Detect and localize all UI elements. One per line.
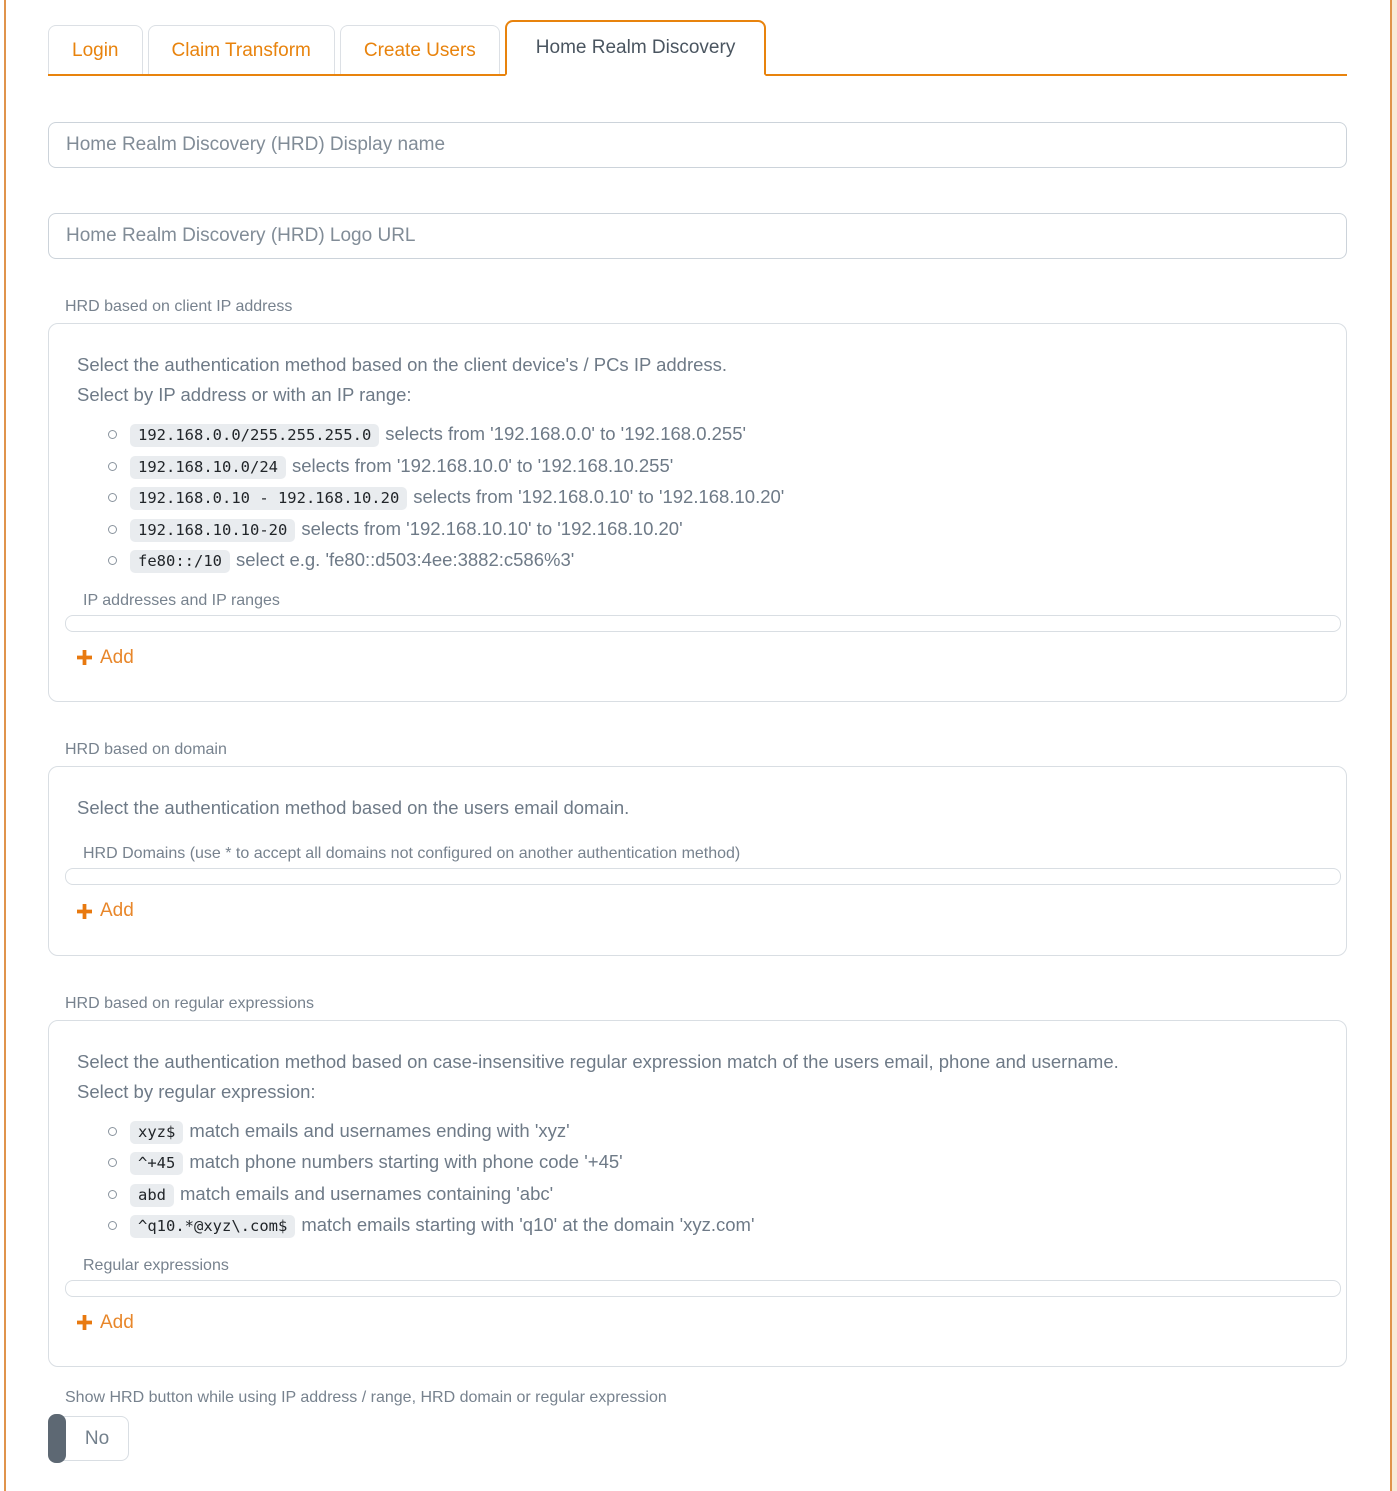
ip-description: Select the authentication method based on the client device's / PCs IP address. (77, 354, 728, 375)
tab-bar (48, 20, 1347, 76)
ip-example-item (77, 419, 1330, 451)
ip-example-item (77, 482, 1330, 514)
ip-example-text: select e.g. 'fe80::d503:4ee:3882:c586%3' (236, 549, 575, 570)
section-label-domain: HRD based on domain (65, 741, 227, 758)
show-hrd-button-toggle[interactable] (48, 1416, 129, 1461)
ip-example-list (77, 419, 1330, 577)
regex-example-list (77, 1116, 1330, 1242)
panel-ip (48, 323, 1347, 702)
ip-example-code: 192.168.0.0/255.255.255.0 (130, 424, 379, 447)
regex-subtitle: Select by regular expression: (77, 1080, 316, 1102)
ip-example-item (77, 545, 1330, 577)
ip-example-item (77, 514, 1330, 546)
ip-input-label: IP addresses and IP ranges (83, 591, 280, 609)
regex-example-text: match emails starting with 'q10' at the domain 'xyz.com' (301, 1214, 755, 1235)
page-right-strip (1392, 0, 1397, 1491)
ip-example-text: selects from '192.168.0.10' to '192.168.10.20' (413, 486, 785, 507)
hrd-domains-input[interactable] (65, 868, 1341, 885)
domain-description: Select the authentication method based on the users email domain. (77, 797, 630, 818)
ip-example-text: selects from '192.168.0.0' to '192.168.0.255' (385, 423, 747, 444)
ip-example-text: selects from '192.168.10.10' to '192.168.10.20' (301, 517, 683, 539)
ip-example-code: 192.168.10.0/24 (130, 456, 286, 479)
regex-example-text: match phone numbers starting with phone code '+45' (189, 1151, 623, 1172)
toggle-value: No (84, 1427, 110, 1449)
ip-example-code: 192.168.10.10-20 (130, 519, 295, 542)
add-domain-label: Add (100, 900, 134, 921)
add-domain-button[interactable] (77, 900, 134, 922)
hrd-logo-url-input[interactable] (48, 213, 1347, 259)
regex-example-code: abd (130, 1184, 174, 1207)
tab-login[interactable]: Login (48, 25, 143, 74)
panel-domain (48, 766, 1347, 956)
tab-home-realm-discovery[interactable]: Home Realm Discovery (505, 20, 767, 76)
regex-example-code: ^+45 (130, 1152, 183, 1175)
regex-example-item (77, 1147, 1330, 1179)
regex-input-label: Regular expressions (83, 1256, 229, 1274)
domain-input-label: HRD Domains (use * to accept all domains not configured on another authentication method) (83, 845, 741, 862)
regex-example-item (77, 1210, 1330, 1242)
regex-example-text: match emails and usernames containing 'abc' (180, 1182, 554, 1204)
hrd-display-name-input[interactable] (48, 122, 1347, 168)
toggle-knob-icon (48, 1414, 66, 1463)
panel-regex (48, 1020, 1347, 1368)
plus-icon (77, 1315, 92, 1330)
regex-example-code: xyz$ (130, 1121, 183, 1144)
regular-expressions-input[interactable] (65, 1280, 1341, 1297)
tab-claim-transform[interactable]: Claim Transform (148, 25, 335, 74)
ip-example-text: selects from '192.168.10.0' to '192.168.10.255' (291, 454, 674, 476)
regex-description: Select the authentication method based on case-insensitive regular expression match of the users email, phone and username. (77, 1050, 1119, 1072)
show-hrd-button-label: Show HRD button while using IP address / range, HRD domain or regular expression (65, 1389, 667, 1406)
regex-example-code: ^q10.*@xyz\.com$ (130, 1215, 295, 1238)
plus-icon (77, 650, 92, 665)
add-ip-button[interactable] (77, 647, 134, 669)
add-regex-label: Add (100, 1311, 134, 1333)
ip-example-code: 192.168.0.10 - 192.168.10.20 (130, 487, 407, 510)
regex-example-text: match emails and usernames ending with 'xyz' (189, 1119, 570, 1141)
ip-subtitle: Select by IP address or with an IP range: (77, 384, 412, 405)
section-label-ip: HRD based on client IP address (65, 298, 293, 315)
content-frame (4, 0, 1392, 1491)
add-ip-label: Add (100, 646, 134, 668)
ip-ranges-input[interactable] (65, 615, 1341, 632)
tab-create-users[interactable]: Create Users (340, 25, 500, 74)
add-regex-button[interactable] (77, 1312, 134, 1334)
regex-example-item (77, 1116, 1330, 1148)
section-label-regex: HRD based on regular expressions (65, 994, 315, 1012)
plus-icon (77, 904, 92, 919)
ip-example-item (77, 451, 1330, 483)
ip-example-code: fe80::/10 (130, 550, 230, 573)
regex-example-item (77, 1179, 1330, 1211)
